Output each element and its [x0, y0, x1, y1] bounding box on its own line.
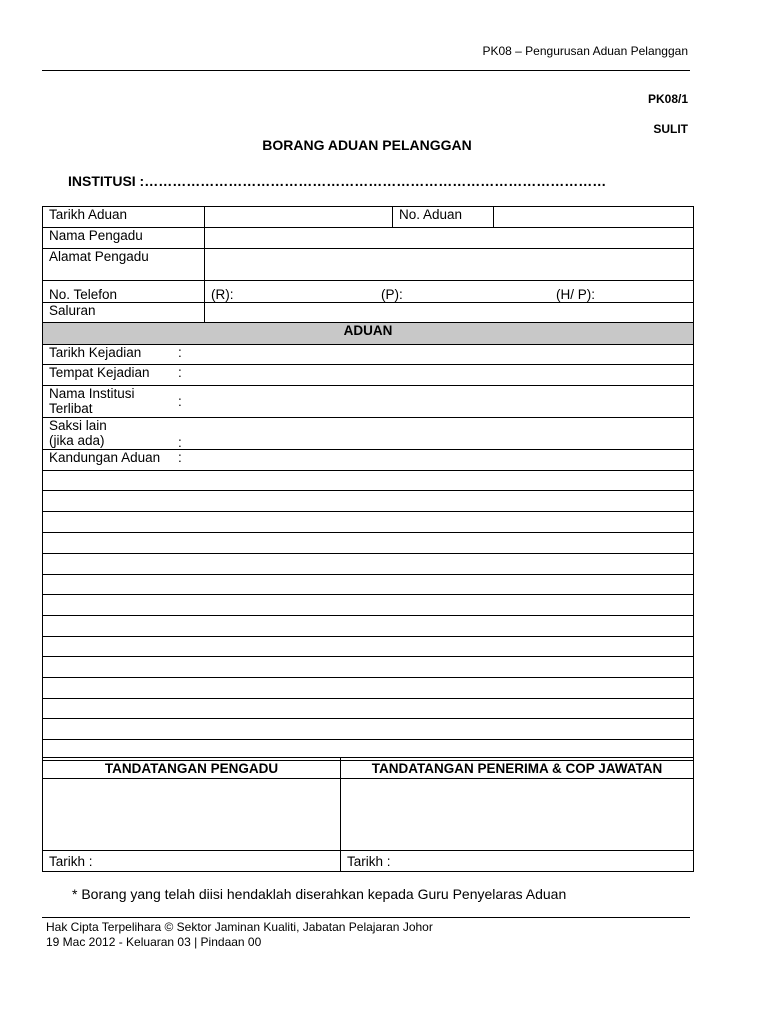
- phone-office-label: (P):: [381, 287, 403, 302]
- receiver-signature-date[interactable]: Tarikh :: [341, 851, 694, 872]
- content-line-field[interactable]: [43, 657, 694, 678]
- signature-table: [42, 757, 694, 872]
- form-code: PK08/1: [647, 92, 688, 106]
- phone-mobile-label: (H/ P):: [556, 287, 595, 302]
- row-phone: [43, 281, 694, 303]
- incident-date-label: Tarikh Kejadian: [49, 345, 142, 360]
- complainant-name-field[interactable]: [205, 228, 694, 249]
- institution-involved-colon: :: [178, 394, 182, 409]
- complainant-name-label: Nama Pengadu: [43, 228, 205, 249]
- content-line: [43, 657, 694, 678]
- content-line: [43, 595, 694, 616]
- content-line: [43, 616, 694, 637]
- phone-fields[interactable]: [205, 281, 694, 303]
- content-line: [43, 637, 694, 657]
- content-line-field[interactable]: [43, 575, 694, 595]
- complainant-address-field[interactable]: [205, 249, 694, 281]
- row-witness: [43, 418, 694, 450]
- complaint-section-title: ADUAN: [43, 323, 694, 345]
- content-line-field[interactable]: [43, 719, 694, 740]
- institution-involved-field[interactable]: [43, 386, 694, 418]
- content-line: [43, 533, 694, 554]
- content-line: [43, 699, 694, 719]
- incident-date-colon: :: [178, 345, 182, 360]
- signature-header-row: [43, 758, 694, 779]
- content-line-field[interactable]: [43, 471, 694, 491]
- content-line: [43, 471, 694, 491]
- receiver-signature-header: TANDATANGAN PENERIMA & COP JAWATAN: [341, 758, 694, 779]
- content-line-field[interactable]: [43, 533, 694, 554]
- complaint-date-label: Tarikh Aduan: [43, 207, 205, 228]
- institution-involved-label-line2: Terlibat: [49, 401, 93, 416]
- complaint-content-colon: :: [178, 450, 182, 465]
- footer-copyright: Hak Cipta Terpelihara © Sektor Jaminan Kualiti, Jabatan Pelajaran Johor: [46, 920, 433, 934]
- incident-date-field[interactable]: [43, 345, 694, 365]
- phone-label: No. Telefon: [43, 281, 205, 303]
- channel-field[interactable]: [205, 303, 694, 323]
- row-incident-date: [43, 345, 694, 365]
- complaint-content-field[interactable]: [43, 450, 694, 471]
- content-line: [43, 678, 694, 699]
- complaint-section-band: [43, 323, 694, 345]
- row-incident-place: [43, 365, 694, 386]
- institution-involved-label-line1: Nama Institusi: [49, 386, 135, 401]
- incident-place-label: Tempat Kejadian: [49, 365, 150, 380]
- complaint-number-label: No. Aduan: [393, 207, 494, 228]
- footer-divider: [42, 917, 690, 918]
- incident-place-field[interactable]: [43, 365, 694, 386]
- phone-home-label: (R):: [211, 287, 234, 302]
- row-complaint-content: [43, 450, 694, 471]
- content-line: [43, 575, 694, 595]
- content-line-field[interactable]: [43, 554, 694, 575]
- submission-note: * Borang yang telah diisi hendaklah diserahkan kepada Guru Penyelaras Aduan: [72, 886, 567, 902]
- content-line-field[interactable]: [43, 595, 694, 616]
- row-complainant-name: [43, 228, 694, 249]
- content-line-field[interactable]: [43, 637, 694, 657]
- content-line: [43, 512, 694, 533]
- complaint-form-table: [42, 206, 694, 761]
- content-line-field[interactable]: [43, 699, 694, 719]
- institution-line: INSTITUSI :………………………………………………………………………………………: [68, 173, 607, 189]
- signature-date-row: [43, 851, 694, 872]
- form-title: BORANG ADUAN PELANGGAN: [262, 137, 472, 153]
- row-complainant-address: [43, 249, 694, 281]
- row-institution-involved: [43, 386, 694, 418]
- complaint-number-field[interactable]: [494, 207, 694, 228]
- complainant-signature-date[interactable]: Tarikh :: [43, 851, 341, 872]
- footer-release: 19 Mac 2012 - Keluaran 03 | Pindaan 00: [46, 935, 262, 949]
- witness-label-line1: Saksi lain: [49, 418, 107, 433]
- classification-label: SULIT: [653, 122, 688, 136]
- header-divider: [42, 70, 690, 71]
- complainant-signature-box[interactable]: [43, 779, 341, 851]
- complaint-content-label: Kandungan Aduan: [49, 450, 161, 465]
- row-channel: [43, 303, 694, 323]
- witness-colon: :: [178, 435, 182, 450]
- complainant-address-label: Alamat Pengadu: [43, 249, 205, 281]
- content-line: [43, 554, 694, 575]
- signature-box-row: [43, 779, 694, 851]
- content-line-field[interactable]: [43, 491, 694, 512]
- witness-label-line2: (jika ada): [49, 433, 105, 448]
- complaint-date-field[interactable]: [205, 207, 393, 228]
- channel-label: Saluran: [43, 303, 205, 323]
- witness-field[interactable]: [43, 418, 694, 450]
- receiver-signature-box[interactable]: [341, 779, 694, 851]
- complainant-signature-header: TANDATANGAN PENGADU: [43, 758, 341, 779]
- row-complaint-date: [43, 207, 694, 228]
- content-line-field[interactable]: [43, 678, 694, 699]
- incident-place-colon: :: [178, 365, 182, 380]
- document-header-title: PK08 – Pengurusan Aduan Pelanggan: [482, 44, 688, 58]
- content-line-field[interactable]: [43, 512, 694, 533]
- content-line-field[interactable]: [43, 616, 694, 637]
- content-line: [43, 719, 694, 740]
- content-line: [43, 491, 694, 512]
